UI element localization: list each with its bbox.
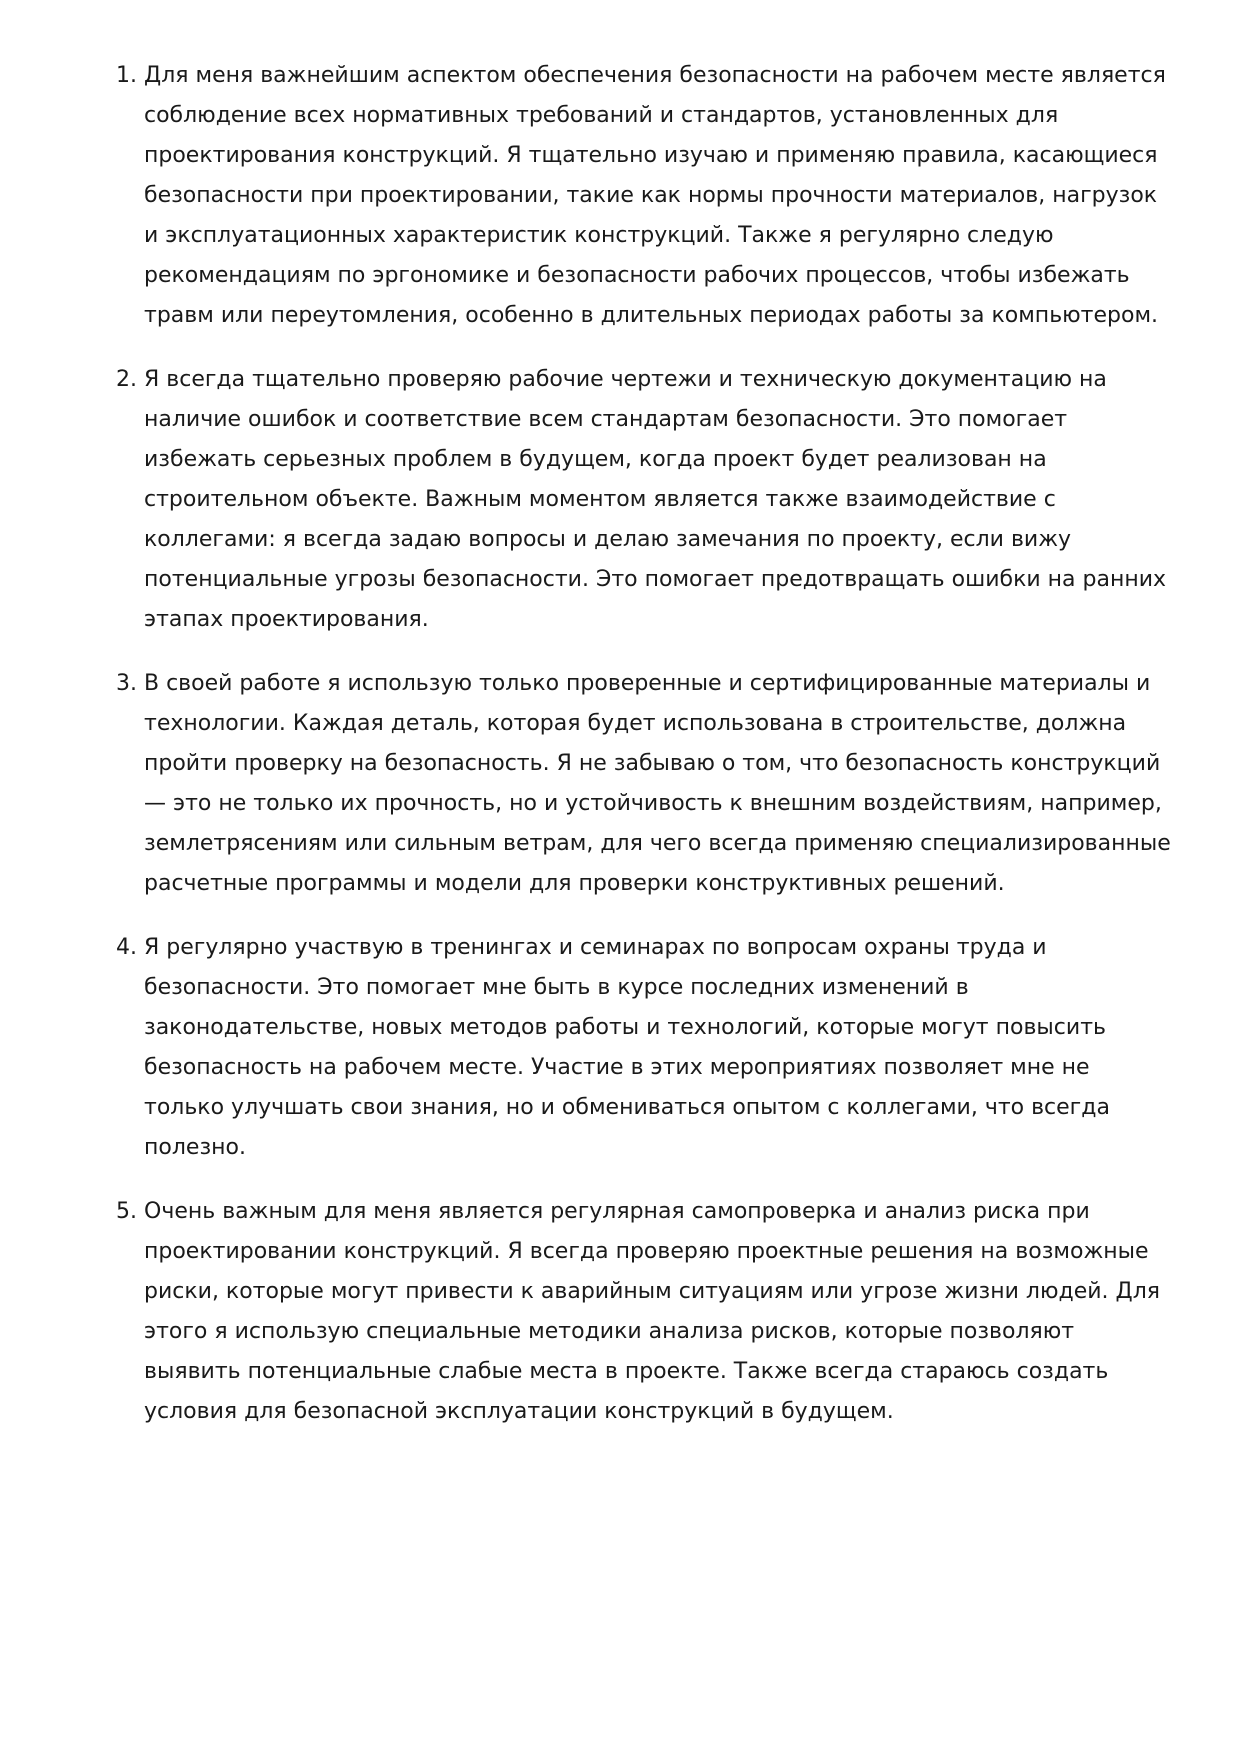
list-item-1 [116,56,1171,336]
list-item-number: 3. [116,671,137,696]
list-item-2 [116,360,1171,640]
list-item-text: В своей работе я использую только проверенные и сертифицированные материалы и технологии. Каждая деталь, которая будет использована в строительстве, должна пройти проверку на безопасность. Я не забываю о том, что безопасность конструкций — это не только их прочность, но и устойчивость к внешним воздействиям, например, землетрясениям или сильным ветрам, для чего всегда применяю специализированные расчетные программы и модели для проверки конструктивных решений. [144,671,1171,896]
list-item-text: Я регулярно участвую в тренингах и семинарах по вопросам охраны труда и безопасности. Это помогает мне быть в курсе последних изменений в законодательстве, новых методов работы и технологий, которые могут повысить безопасность на рабочем месте. Участие в этих мероприятиях позволяет мне не только улучшать свои знания, но и обмениваться опытом с коллегами, что всегда полезно. [144,935,1110,1160]
list-item-number: 1. [116,63,137,88]
list-item-3 [116,664,1171,904]
list-item-text: Для меня важнейшим аспектом обеспечения безопасности на рабочем месте является соблюдение всех нормативных требований и стандартов, установленных для проектирования конструкций. Я тщательно изучаю и применяю правила, касающиеся безопасности при проектировании, такие как нормы прочности материалов, нагрузок и эксплуатационных характеристик конструкций. Также я регулярно следую рекомендациям по эргономике и безопасности рабочих процессов, чтобы избежать травм или переутомления, особенно в длительных периодах работы за компьютером. [144,63,1166,328]
list-item-4 [116,928,1171,1168]
list-item-text: Очень важным для меня является регулярная самопроверка и анализ риска при проектировании конструкций. Я всегда проверяю проектные решения на возможные риски, которые могут привести к аварийным ситуациям или угрозе жизни людей. Для этого я использую специальные методики анализа рисков, которые позволяют выявить потенциальные слабые места в проекте. Также всегда стараюсь создать условия для безопасной эксплуатации конструкций в будущем. [144,1199,1160,1424]
list-item-number: 2. [116,367,137,392]
list-item-number: 5. [116,1199,137,1224]
list-item-number: 4. [116,935,137,960]
list-item-text: Я всегда тщательно проверяю рабочие чертежи и техническую документацию на наличие ошибок и соответствие всем стандартам безопасности. Это помогает избежать серьезных проблем в будущем, когда проект будет реализован на строительном объекте. Важным моментом является также взаимодействие с коллегами: я всегда задаю вопросы и делаю замечания по проекту, если вижу потенциальные угрозы безопасности. Это помогает предотвращать ошибки на ранних этапах проектирования. [144,367,1167,632]
list-item-5 [116,1192,1171,1432]
numbered-list [116,56,1171,1456]
